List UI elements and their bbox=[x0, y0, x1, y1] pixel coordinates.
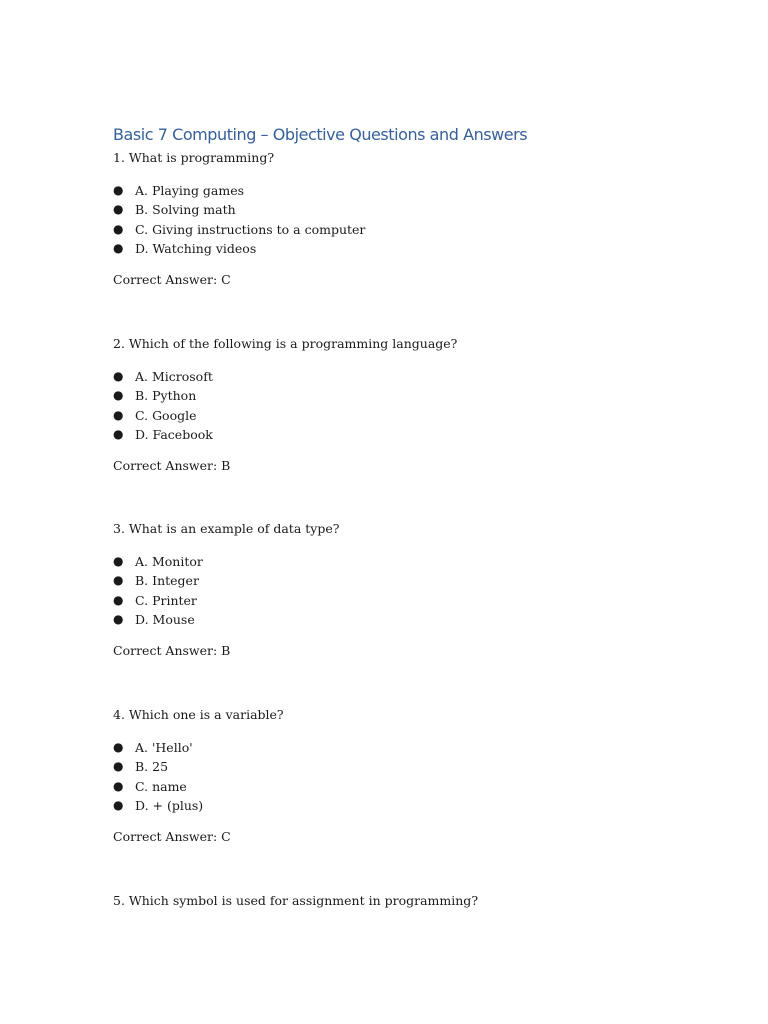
option-item bbox=[113, 796, 713, 815]
question-3 bbox=[113, 520, 713, 660]
bullet-icon: ● bbox=[113, 592, 124, 607]
option-item bbox=[113, 571, 713, 590]
bullet-icon: ● bbox=[113, 221, 124, 236]
option-label: D. Watching videos bbox=[135, 240, 257, 256]
option-label: A. Playing games bbox=[135, 183, 245, 198]
bullet-icon: ● bbox=[113, 183, 124, 197]
correct-answer: Correct Answer: B bbox=[113, 643, 231, 659]
question-5 bbox=[113, 892, 713, 910]
bullet-icon: ● bbox=[113, 407, 124, 422]
option-label: D. Facebook bbox=[135, 426, 213, 442]
option-label: A. 'Hello' bbox=[135, 740, 193, 755]
bullet-icon: ● bbox=[113, 388, 124, 403]
bullet-icon: ● bbox=[113, 778, 124, 793]
option-label: C. Giving instructions to a computer bbox=[135, 221, 366, 237]
option-label: B. Python bbox=[135, 388, 197, 404]
option-label: D. Mouse bbox=[135, 611, 195, 627]
option-item bbox=[113, 239, 713, 258]
correct-answer: Correct Answer: C bbox=[113, 829, 231, 845]
option-label: B. 25 bbox=[135, 759, 169, 775]
option-item bbox=[113, 610, 713, 629]
option-item bbox=[113, 220, 713, 239]
option-item bbox=[113, 367, 713, 386]
question-text: 4. Which one is a variable? bbox=[113, 707, 284, 722]
option-item bbox=[113, 181, 713, 200]
question-1 bbox=[113, 149, 713, 289]
bullet-icon: ● bbox=[113, 369, 124, 383]
option-list bbox=[113, 181, 713, 258]
question-text: 5. Which symbol is used for assignment in programming? bbox=[113, 893, 479, 908]
bullet-icon: ● bbox=[113, 740, 124, 754]
option-label: A. Microsoft bbox=[135, 369, 213, 384]
option-label: B. Integer bbox=[135, 573, 199, 589]
option-item bbox=[113, 425, 713, 444]
option-list bbox=[113, 552, 713, 629]
option-item bbox=[113, 406, 713, 425]
option-label: A. Monitor bbox=[135, 554, 203, 569]
option-item bbox=[113, 757, 713, 776]
option-item bbox=[113, 738, 713, 757]
option-item bbox=[113, 552, 713, 571]
bullet-icon: ● bbox=[113, 797, 124, 812]
question-2 bbox=[113, 335, 713, 475]
option-label: B. Solving math bbox=[135, 202, 236, 218]
correct-answer: Correct Answer: C bbox=[113, 272, 231, 288]
bullet-icon: ● bbox=[113, 426, 124, 441]
question-text: 1. What is programming? bbox=[113, 150, 275, 165]
option-label: C. name bbox=[135, 778, 187, 794]
bullet-icon: ● bbox=[113, 759, 124, 774]
bullet-icon: ● bbox=[113, 611, 124, 626]
document-title: Basic 7 Computing – Objective Questions and Answers bbox=[113, 125, 528, 144]
question-4 bbox=[113, 706, 713, 846]
bullet-icon: ● bbox=[113, 240, 124, 255]
bullet-icon: ● bbox=[113, 573, 124, 588]
option-item bbox=[113, 777, 713, 796]
question-text: 3. What is an example of data type? bbox=[113, 521, 340, 536]
option-label: C. Printer bbox=[135, 592, 197, 608]
correct-answer: Correct Answer: B bbox=[113, 458, 231, 474]
option-list bbox=[113, 367, 713, 444]
option-label: D. + (plus) bbox=[135, 797, 204, 813]
option-list bbox=[113, 738, 713, 815]
option-item bbox=[113, 591, 713, 610]
bullet-icon: ● bbox=[113, 202, 124, 217]
bullet-icon: ● bbox=[113, 554, 124, 568]
option-label: C. Google bbox=[135, 407, 197, 423]
option-item bbox=[113, 386, 713, 405]
option-item bbox=[113, 200, 713, 219]
question-text: 2. Which of the following is a programming language? bbox=[113, 336, 458, 351]
